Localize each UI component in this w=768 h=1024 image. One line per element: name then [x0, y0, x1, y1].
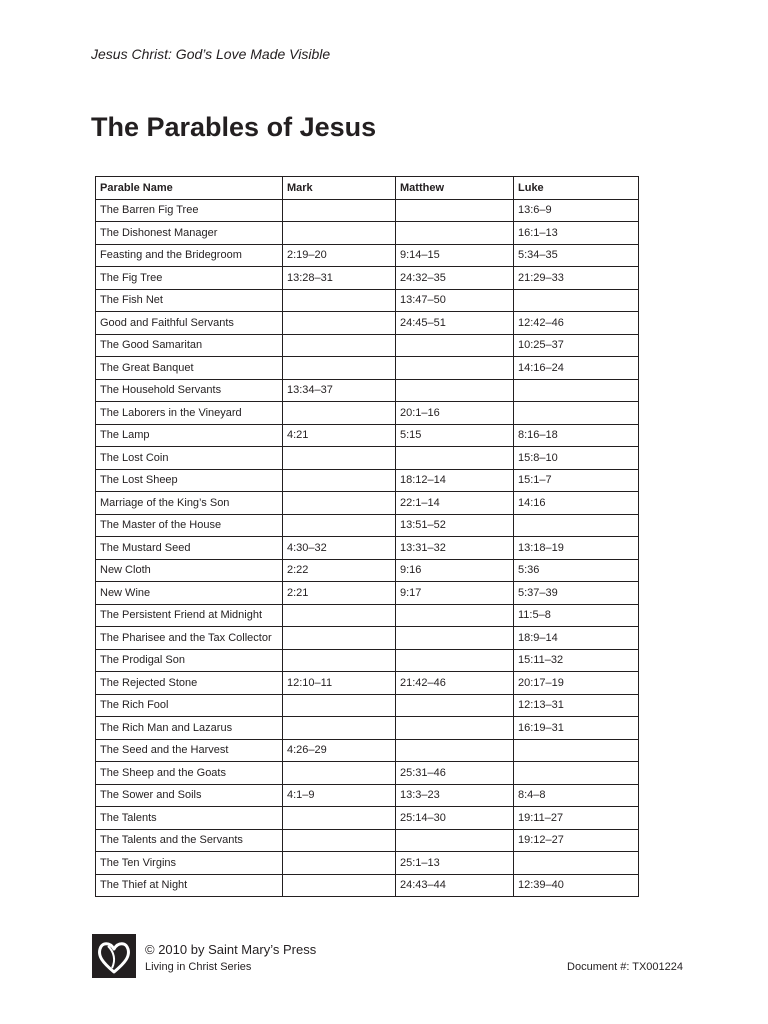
luke-reference-cell — [514, 852, 639, 875]
mark-reference-cell: 4:30–32 — [283, 537, 396, 560]
matthew-reference-cell — [396, 334, 514, 357]
table-row — [96, 784, 639, 807]
matthew-reference-cell: 25:14–30 — [396, 807, 514, 830]
table-row — [96, 852, 639, 875]
mark-reference-cell — [283, 357, 396, 380]
parable-name-cell: The Rich Man and Lazarus — [96, 717, 283, 740]
matthew-reference-cell: 22:1–14 — [396, 492, 514, 515]
luke-reference-cell: 12:39–40 — [514, 874, 639, 897]
matthew-reference-cell: 24:43–44 — [396, 874, 514, 897]
mark-reference-cell — [283, 289, 396, 312]
mark-reference-cell: 12:10–11 — [283, 672, 396, 695]
matthew-reference-cell — [396, 379, 514, 402]
luke-reference-cell: 15:8–10 — [514, 447, 639, 470]
parable-name-cell: The Barren Fig Tree — [96, 199, 283, 222]
matthew-reference-cell: 9:14–15 — [396, 244, 514, 267]
table-row — [96, 312, 639, 335]
column-header-luke: Luke — [514, 177, 639, 200]
matthew-reference-cell — [396, 199, 514, 222]
parable-name-cell: The Laborers in the Vineyard — [96, 402, 283, 425]
luke-reference-cell: 5:36 — [514, 559, 639, 582]
table-row — [96, 357, 639, 380]
document-number: Document #: TX001224 — [567, 961, 683, 973]
table-row — [96, 807, 639, 830]
table-row — [96, 559, 639, 582]
matthew-reference-cell — [396, 222, 514, 245]
table-row — [96, 739, 639, 762]
luke-reference-cell: 8:4–8 — [514, 784, 639, 807]
table-row — [96, 717, 639, 740]
luke-reference-cell — [514, 739, 639, 762]
table-row — [96, 627, 639, 650]
parable-name-cell: The Sower and Soils — [96, 784, 283, 807]
mark-reference-cell — [283, 402, 396, 425]
mark-reference-cell: 4:21 — [283, 424, 396, 447]
mark-reference-cell — [283, 762, 396, 785]
mark-reference-cell — [283, 807, 396, 830]
luke-reference-cell: 8:16–18 — [514, 424, 639, 447]
table-row — [96, 649, 639, 672]
table-row — [96, 762, 639, 785]
mark-reference-cell: 2:22 — [283, 559, 396, 582]
parable-name-cell: The Seed and the Harvest — [96, 739, 283, 762]
matthew-reference-cell — [396, 717, 514, 740]
parable-name-cell: The Rejected Stone — [96, 672, 283, 695]
parable-name-cell: The Great Banquet — [96, 357, 283, 380]
matthew-reference-cell: 24:32–35 — [396, 267, 514, 290]
mark-reference-cell — [283, 447, 396, 470]
mark-reference-cell — [283, 199, 396, 222]
matthew-reference-cell: 18:12–14 — [396, 469, 514, 492]
parable-name-cell: New Wine — [96, 582, 283, 605]
luke-reference-cell — [514, 379, 639, 402]
luke-reference-cell: 18:9–14 — [514, 627, 639, 650]
table-row — [96, 334, 639, 357]
parable-name-cell: The Dishonest Manager — [96, 222, 283, 245]
mark-reference-cell: 4:1–9 — [283, 784, 396, 807]
table-row — [96, 469, 639, 492]
luke-reference-cell — [514, 762, 639, 785]
table-row — [96, 694, 639, 717]
mark-reference-cell — [283, 852, 396, 875]
matthew-reference-cell — [396, 447, 514, 470]
matthew-reference-cell: 9:16 — [396, 559, 514, 582]
mark-reference-cell — [283, 604, 396, 627]
table-row — [96, 267, 639, 290]
luke-reference-cell: 21:29–33 — [514, 267, 639, 290]
mark-reference-cell: 4:26–29 — [283, 739, 396, 762]
mark-reference-cell: 13:28–31 — [283, 267, 396, 290]
luke-reference-cell: 5:34–35 — [514, 244, 639, 267]
table-row — [96, 604, 639, 627]
mark-reference-cell: 2:21 — [283, 582, 396, 605]
parable-name-cell: The Talents — [96, 807, 283, 830]
table-body — [96, 199, 639, 897]
luke-reference-cell — [514, 289, 639, 312]
table-row — [96, 492, 639, 515]
parables-table — [95, 176, 639, 897]
luke-reference-cell: 16:1–13 — [514, 222, 639, 245]
luke-reference-cell: 12:42–46 — [514, 312, 639, 335]
column-header-matthew: Matthew — [396, 177, 514, 200]
parable-name-cell: The Rich Fool — [96, 694, 283, 717]
table-row — [96, 537, 639, 560]
mark-reference-cell — [283, 222, 396, 245]
matthew-reference-cell: 24:45–51 — [396, 312, 514, 335]
matthew-reference-cell: 20:1–16 — [396, 402, 514, 425]
parable-name-cell: The Fish Net — [96, 289, 283, 312]
matthew-reference-cell: 25:31–46 — [396, 762, 514, 785]
parable-name-cell: The Mustard Seed — [96, 537, 283, 560]
saint-marys-press-heart-logo-icon — [92, 934, 136, 978]
table-row — [96, 672, 639, 695]
copyright-text: © 2010 by Saint Mary’s Press — [145, 942, 317, 957]
luke-reference-cell: 16:19–31 — [514, 717, 639, 740]
luke-reference-cell: 14:16–24 — [514, 357, 639, 380]
luke-reference-cell: 15:1–7 — [514, 469, 639, 492]
luke-reference-cell: 11:5–8 — [514, 604, 639, 627]
luke-reference-cell: 13:18–19 — [514, 537, 639, 560]
parable-name-cell: The Fig Tree — [96, 267, 283, 290]
luke-reference-cell — [514, 402, 639, 425]
column-header-parable-name: Parable Name — [96, 177, 283, 200]
table-row — [96, 447, 639, 470]
parable-name-cell: The Persistent Friend at Midnight — [96, 604, 283, 627]
luke-reference-cell: 15:11–32 — [514, 649, 639, 672]
parable-name-cell: The Master of the House — [96, 514, 283, 537]
parable-name-cell: Marriage of the King’s Son — [96, 492, 283, 515]
luke-reference-cell: 14:16 — [514, 492, 639, 515]
luke-reference-cell: 19:12–27 — [514, 829, 639, 852]
matthew-reference-cell — [396, 627, 514, 650]
matthew-reference-cell: 13:31–32 — [396, 537, 514, 560]
document-series-header: Jesus Christ: God’s Love Made Visible — [91, 46, 331, 62]
parable-name-cell: Feasting and the Bridegroom — [96, 244, 283, 267]
luke-reference-cell: 20:17–19 — [514, 672, 639, 695]
luke-reference-cell: 10:25–37 — [514, 334, 639, 357]
matthew-reference-cell — [396, 649, 514, 672]
mark-reference-cell — [283, 627, 396, 650]
parable-name-cell: The Thief at Night — [96, 874, 283, 897]
luke-reference-cell — [514, 514, 639, 537]
mark-reference-cell — [283, 469, 396, 492]
page-title: The Parables of Jesus — [91, 112, 377, 142]
parable-name-cell: The Prodigal Son — [96, 649, 283, 672]
parable-name-cell: The Pharisee and the Tax Collector — [96, 627, 283, 650]
matthew-reference-cell: 13:3–23 — [396, 784, 514, 807]
column-header-mark: Mark — [283, 177, 396, 200]
mark-reference-cell — [283, 334, 396, 357]
parable-name-cell: The Lost Coin — [96, 447, 283, 470]
matthew-reference-cell — [396, 739, 514, 762]
matthew-reference-cell — [396, 829, 514, 852]
parable-name-cell: Good and Faithful Servants — [96, 312, 283, 335]
matthew-reference-cell — [396, 357, 514, 380]
table-row — [96, 874, 639, 897]
matthew-reference-cell: 13:47–50 — [396, 289, 514, 312]
matthew-reference-cell — [396, 694, 514, 717]
table-row — [96, 829, 639, 852]
matthew-reference-cell: 9:17 — [396, 582, 514, 605]
luke-reference-cell: 13:6–9 — [514, 199, 639, 222]
series-name: Living in Christ Series — [145, 961, 252, 973]
luke-reference-cell: 5:37–39 — [514, 582, 639, 605]
luke-reference-cell: 12:13–31 — [514, 694, 639, 717]
parable-name-cell: The Ten Virgins — [96, 852, 283, 875]
mark-reference-cell — [283, 514, 396, 537]
table-row — [96, 402, 639, 425]
matthew-reference-cell: 25:1–13 — [396, 852, 514, 875]
matthew-reference-cell — [396, 604, 514, 627]
parable-name-cell: The Household Servants — [96, 379, 283, 402]
mark-reference-cell: 2:19–20 — [283, 244, 396, 267]
table-row — [96, 199, 639, 222]
mark-reference-cell — [283, 717, 396, 740]
table-row — [96, 289, 639, 312]
parable-name-cell: New Cloth — [96, 559, 283, 582]
mark-reference-cell — [283, 492, 396, 515]
table-row — [96, 244, 639, 267]
mark-reference-cell — [283, 312, 396, 335]
matthew-reference-cell: 13:51–52 — [396, 514, 514, 537]
parable-name-cell: The Sheep and the Goats — [96, 762, 283, 785]
table-row — [96, 222, 639, 245]
mark-reference-cell — [283, 829, 396, 852]
parable-name-cell: The Good Samaritan — [96, 334, 283, 357]
parable-name-cell: The Lamp — [96, 424, 283, 447]
parable-name-cell: The Lost Sheep — [96, 469, 283, 492]
table-row — [96, 379, 639, 402]
table-header-row — [96, 177, 639, 200]
table-row — [96, 582, 639, 605]
mark-reference-cell — [283, 874, 396, 897]
table-row — [96, 424, 639, 447]
matthew-reference-cell: 5:15 — [396, 424, 514, 447]
mark-reference-cell: 13:34–37 — [283, 379, 396, 402]
mark-reference-cell — [283, 649, 396, 672]
parable-name-cell: The Talents and the Servants — [96, 829, 283, 852]
luke-reference-cell: 19:11–27 — [514, 807, 639, 830]
mark-reference-cell — [283, 694, 396, 717]
table-row — [96, 514, 639, 537]
matthew-reference-cell: 21:42–46 — [396, 672, 514, 695]
